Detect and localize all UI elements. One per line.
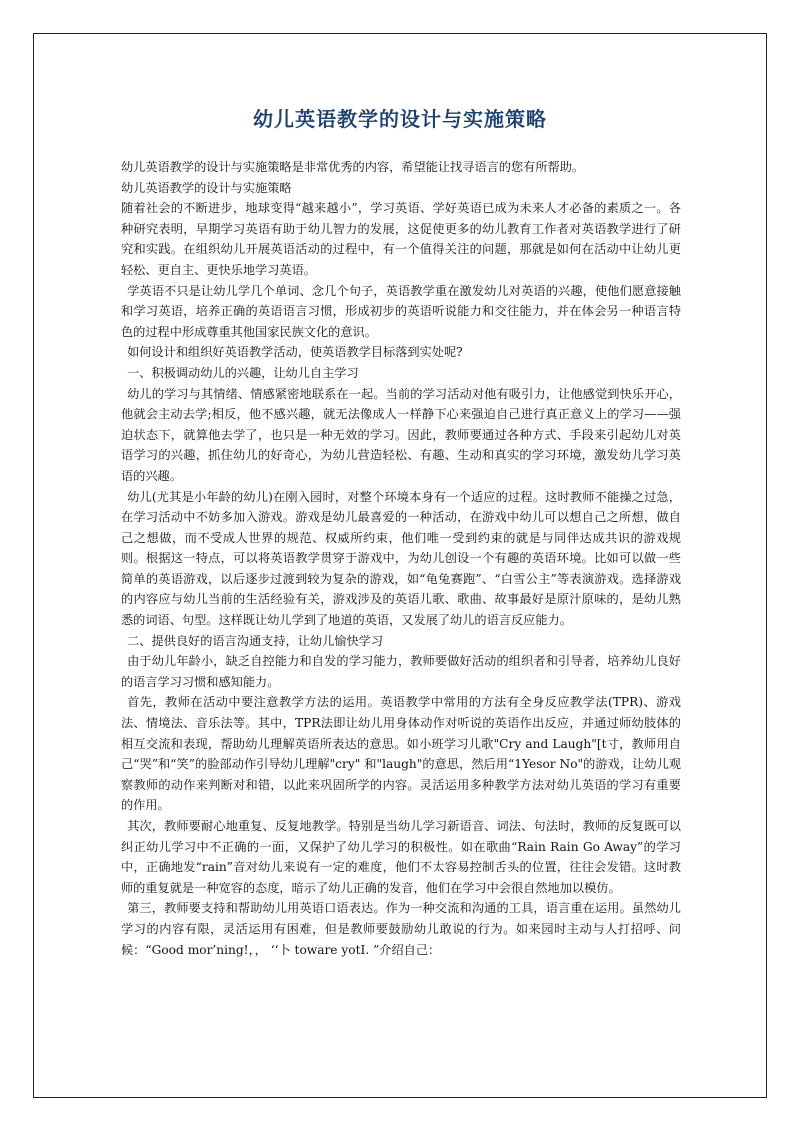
paragraph: 如何设计和组织好英语教学活动，使英语教学目标落到实处呢? (127, 345, 463, 360)
paragraph: 第三，教师要支持和帮助幼儿用英语口语表达。作为一种交流和沟通的工具，语言重在运用。虽然幼儿学习的内容有限，灵活运用有困难，但是教师要鼓励幼儿敢说的行为。如来园时主动与人打招呼、问候：“Good mor’ning!，， ‘‘卜 toware yotI. ”介绍自己： (121, 901, 681, 957)
paragraph: 首先，教师在活动中要注意教学方法的运用。英语教学中常用的方法有全身反应教学法(TPR)、游戏法、情境法、音乐法等。其中，TPR法即让幼儿用身体动作对听说的英语作出反应，并通过师幼肢体的相互交流和表现，帮助幼儿理解英语所表达的意思。如小班学习儿歌"Cry and Laugh"[t寸，教师用自己“哭”和“笑”的脸部动作引导幼儿理解"cry" 和"laugh"的意思，然后用“1Yesor No"的游戏，让幼儿观察教师的动作来判断对和错，以此来巩固所学的内容。灵活运用多种教学方法对幼儿英语的学习有重要的作用。 (121, 695, 681, 813)
paragraph: 二、提供良好的语言沟通支持，让幼儿愉快学习 (127, 633, 384, 648)
paragraph: 幼儿英语教学的设计与实施策略 (121, 180, 292, 195)
paragraph: 幼儿(尤其是小年龄的幼儿)在刚入园时，对整个环境本身有一个适应的过程。这时教师不能操之过急，在学习活动中不妨多加入游戏。游戏是幼儿最喜爱的一种活动，在游戏中幼儿可以想自己之所想，做自己之想做，而不受成人世界的规范、权威所约束，他们唯一受到约束的就是与同伴达成共识的游戏规则。根据这一特点，可以将英语教学贯穿于游戏中，为幼儿创设一个有趣的英语环境。比如可以做一些简单的英语游戏，以后逐步过渡到较为复杂的游戏，如“龟兔赛跑”、“白雪公主”等表演游戏。选择游戏的内容应与幼儿当前的生活经验有关，游戏涉及的英语儿歌、歌曲、故事最好是原汁原味的，是幼儿熟悉的词语、句型。这样既让幼儿学到了地道的英语，又发展了幼儿的语言反应能力。 (121, 489, 681, 628)
document-body (121, 157, 681, 960)
paragraph: 幼儿的学习与其情绪、情感紧密地联系在一起。当前的学习活动对他有吸引力，让他感觉到快乐开心，他就会主动去学;相反，他不感兴趣，就无法像成人一样静下心来强迫自己进行真正意义上的学习——强迫状态下，就算他去学了，也只是一种无效的学习。因此，教师要通过各种方式、手段来引起幼儿对英语学习的兴趣，抓住幼儿的好奇心，为幼儿营造轻松、有趣、生动和真实的学习环境，激发幼儿学习英语的兴趣。 (121, 386, 681, 483)
paragraph: 随着社会的不断进步，地球变得“越来越小”，学习英语、学好英语已成为未来人才必备的素质之一。各种研究表明，早期学习英语有助于幼儿智力的发展，这促使更多的幼儿教育工作者对英语教学进行了研究和实践。在组织幼儿开展英语活动的过程中，有一个值得关注的问题，那就是如何在活动中让幼儿更轻松、更自主、更快乐地学习英语。 (121, 201, 681, 277)
document-title: 幼儿英语教学的设计与实施策略 (253, 107, 547, 131)
paragraph: 由于幼儿年龄小，缺乏自控能力和自发的学习能力，教师要做好活动的组织者和引导者，培养幼儿良好的语言学习习惯和感知能力。 (121, 654, 681, 689)
paragraph: 一、积极调动幼儿的兴趣，让幼儿自主学习 (127, 365, 359, 380)
paragraph: 其次，教师要耐心地重复、反复地教学。特别是当幼儿学习新语音、词法、句法时，教师的反复既可以纠正幼儿学习中不正确的一面，又保护了幼儿学习的积极性。如在歌曲“Rain Rain Go Away”的学习中，正确地发“rain”音对幼儿来说有一定的难度，他们不太容易控制舌头的位置，往往会发错。这时教师的重复就是一种宽容的态度，暗示了幼儿正确的发音，他们在学习中会很自然地加以模仿。 (121, 819, 681, 895)
paragraph: 学英语不只是让幼儿学几个单词、念几个句子，英语教学重在激发幼儿对英语的兴趣，使他们愿意接触和学习英语，培养正确的英语语言习惯，形成初步的英语听说能力和交往能力，并在体会另一种语言特色的过程中形成尊重其他国家民族文化的意识。 (121, 283, 681, 339)
paragraph: 幼儿英语教学的设计与实施策略是非常优秀的内容，希望能让找寻语言的您有所帮助。 (121, 160, 585, 174)
